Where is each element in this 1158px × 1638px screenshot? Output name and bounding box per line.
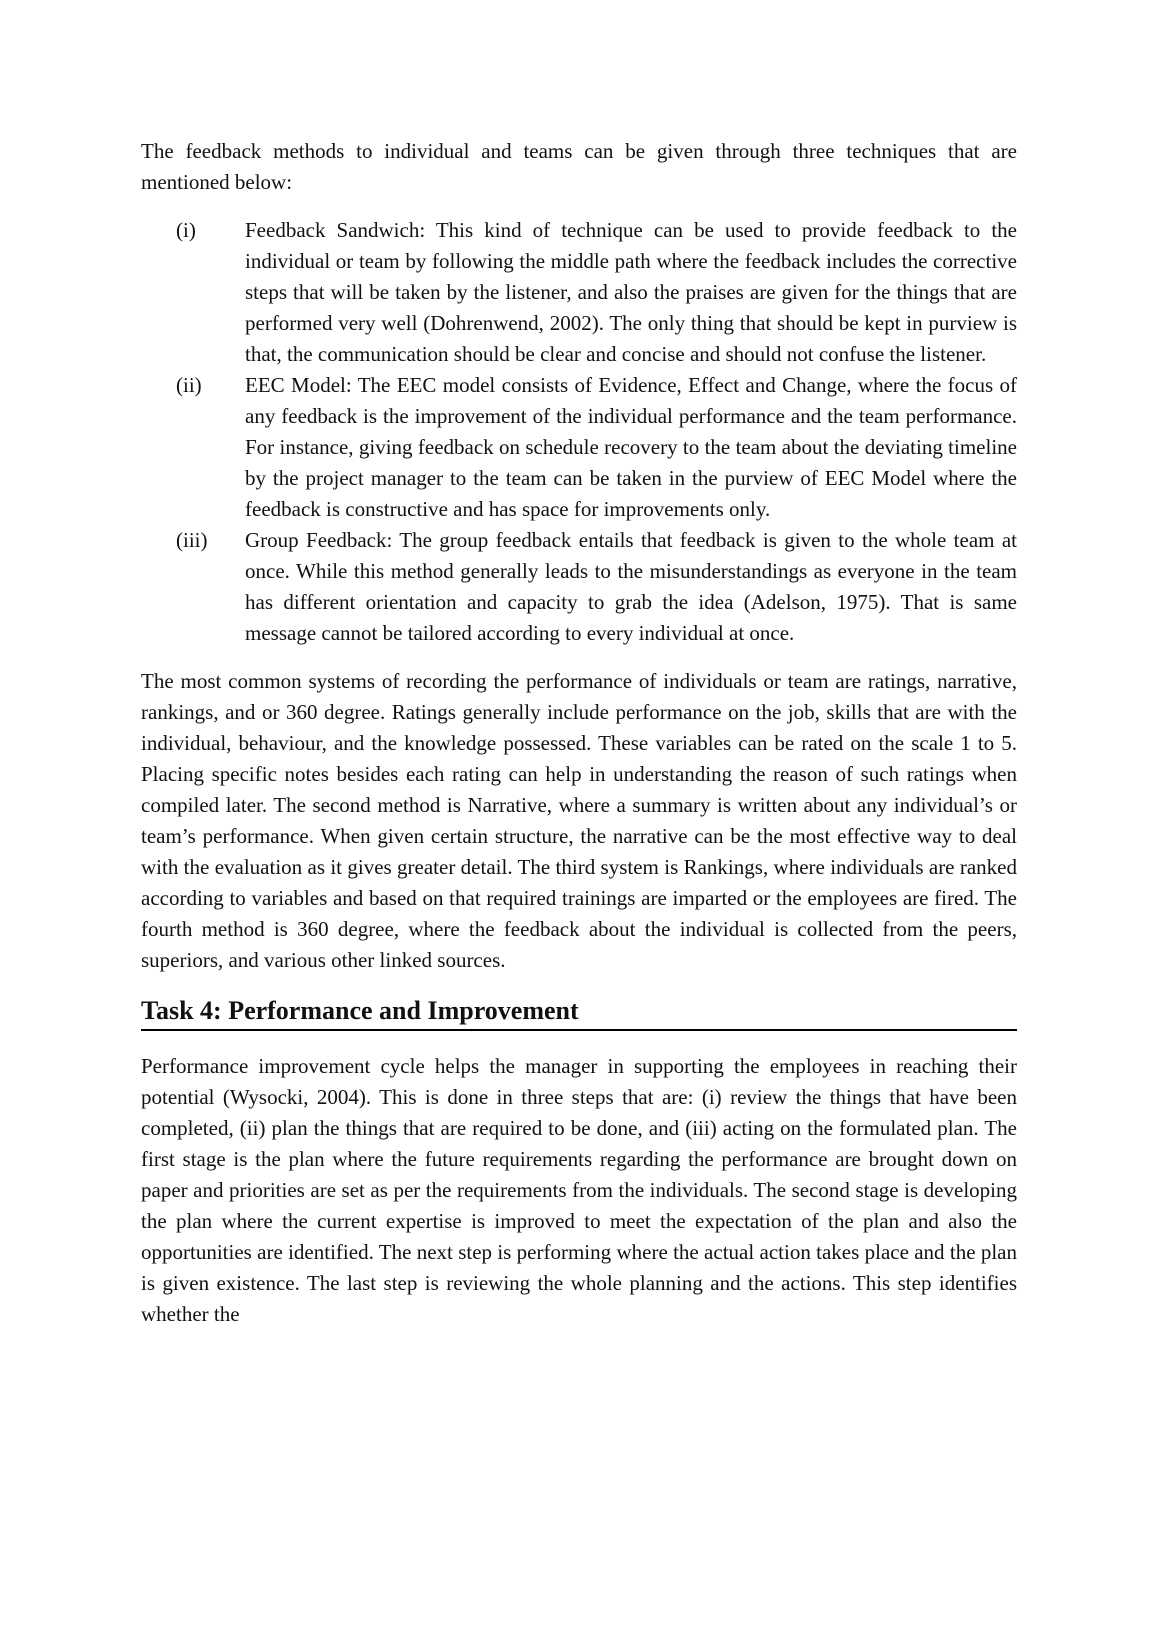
section-heading-task4: Task 4: Performance and Improvement	[141, 995, 1017, 1031]
list-marker: (iii)	[176, 528, 208, 552]
document-page	[141, 136, 1017, 1330]
list-item	[141, 215, 1017, 370]
list-marker: (i)	[176, 218, 196, 242]
eec-model-text: EEC Model: The EEC model consists of Evidence, Effect and Change, where the focus of any feedback is the improvement of the individual performance and the team performance. For instance, giving feedback on schedule recovery to the team about the deviating timeline by the project manager to the team can be taken in the purview of EEC Model where the feedback is constructive and has space for improvements only.	[245, 373, 1017, 521]
feedback-sandwich-text: Feedback Sandwich: This kind of technique can be used to provide feedback to the individual or team by following the middle path where the feedback includes the corrective steps that will be taken by the listener, and also the praises are given for the things that are performed very well (Dohrenwend, 2002). The only thing that should be kept in purview is that, the communication should be clear and concise and should not confuse the listener.	[245, 218, 1017, 366]
group-feedback-text: Group Feedback: The group feedback entails that feedback is given to the whole team at once. While this method generally leads to the misunderstandings as everyone in the team has different orientation and capacity to grab the idea (Adelson, 1975). That is same message cannot be tailored according to every individual at once.	[245, 528, 1017, 645]
feedback-methods-list	[141, 215, 1017, 649]
list-item	[141, 370, 1017, 525]
list-item	[141, 525, 1017, 649]
intro-paragraph: The feedback methods to individual and teams can be given through three techniques that are mentioned below:	[141, 139, 1017, 194]
recording-systems-paragraph: The most common systems of recording the performance of individuals or team are ratings, narrative, rankings, and or 360 degree. Ratings generally include performance on the job, skills that are with the individual, behaviour, and the knowledge possessed. These variables can be rated on the scale 1 to 5. Placing specific notes besides each rating can help in understanding the reason of such ratings when compiled later. The second method is Narrative, where a summary is written about any individual’s or team’s performance. When given certain structure, the narrative can be the most effective way to deal with the evaluation as it gives greater detail. The third system is Rankings, where individuals are ranked according to variables and based on that required trainings are imparted or the employees are fired. The fourth method is 360 degree, where the feedback about the individual is collected from the peers, superiors, and various other linked sources.	[141, 669, 1017, 972]
performance-improvement-paragraph: Performance improvement cycle helps the manager in supporting the employees in reaching their potential (Wysocki, 2004). This is done in three steps that are: (i) review the things that have been completed, (ii) plan the things that are required to be done, and (iii) acting on the formulated plan. The first stage is the plan where the future requirements regarding the performance are brought down on paper and priorities are set as per the requirements from the individuals. The second stage is developing the plan where the current expertise is improved to meet the expectation of the plan and also the opportunities are identified. The next step is performing where the actual action takes place and the plan is given existence. The last step is reviewing the whole planning and the actions. This step identifies whether the	[141, 1054, 1017, 1326]
list-marker: (ii)	[176, 373, 202, 397]
